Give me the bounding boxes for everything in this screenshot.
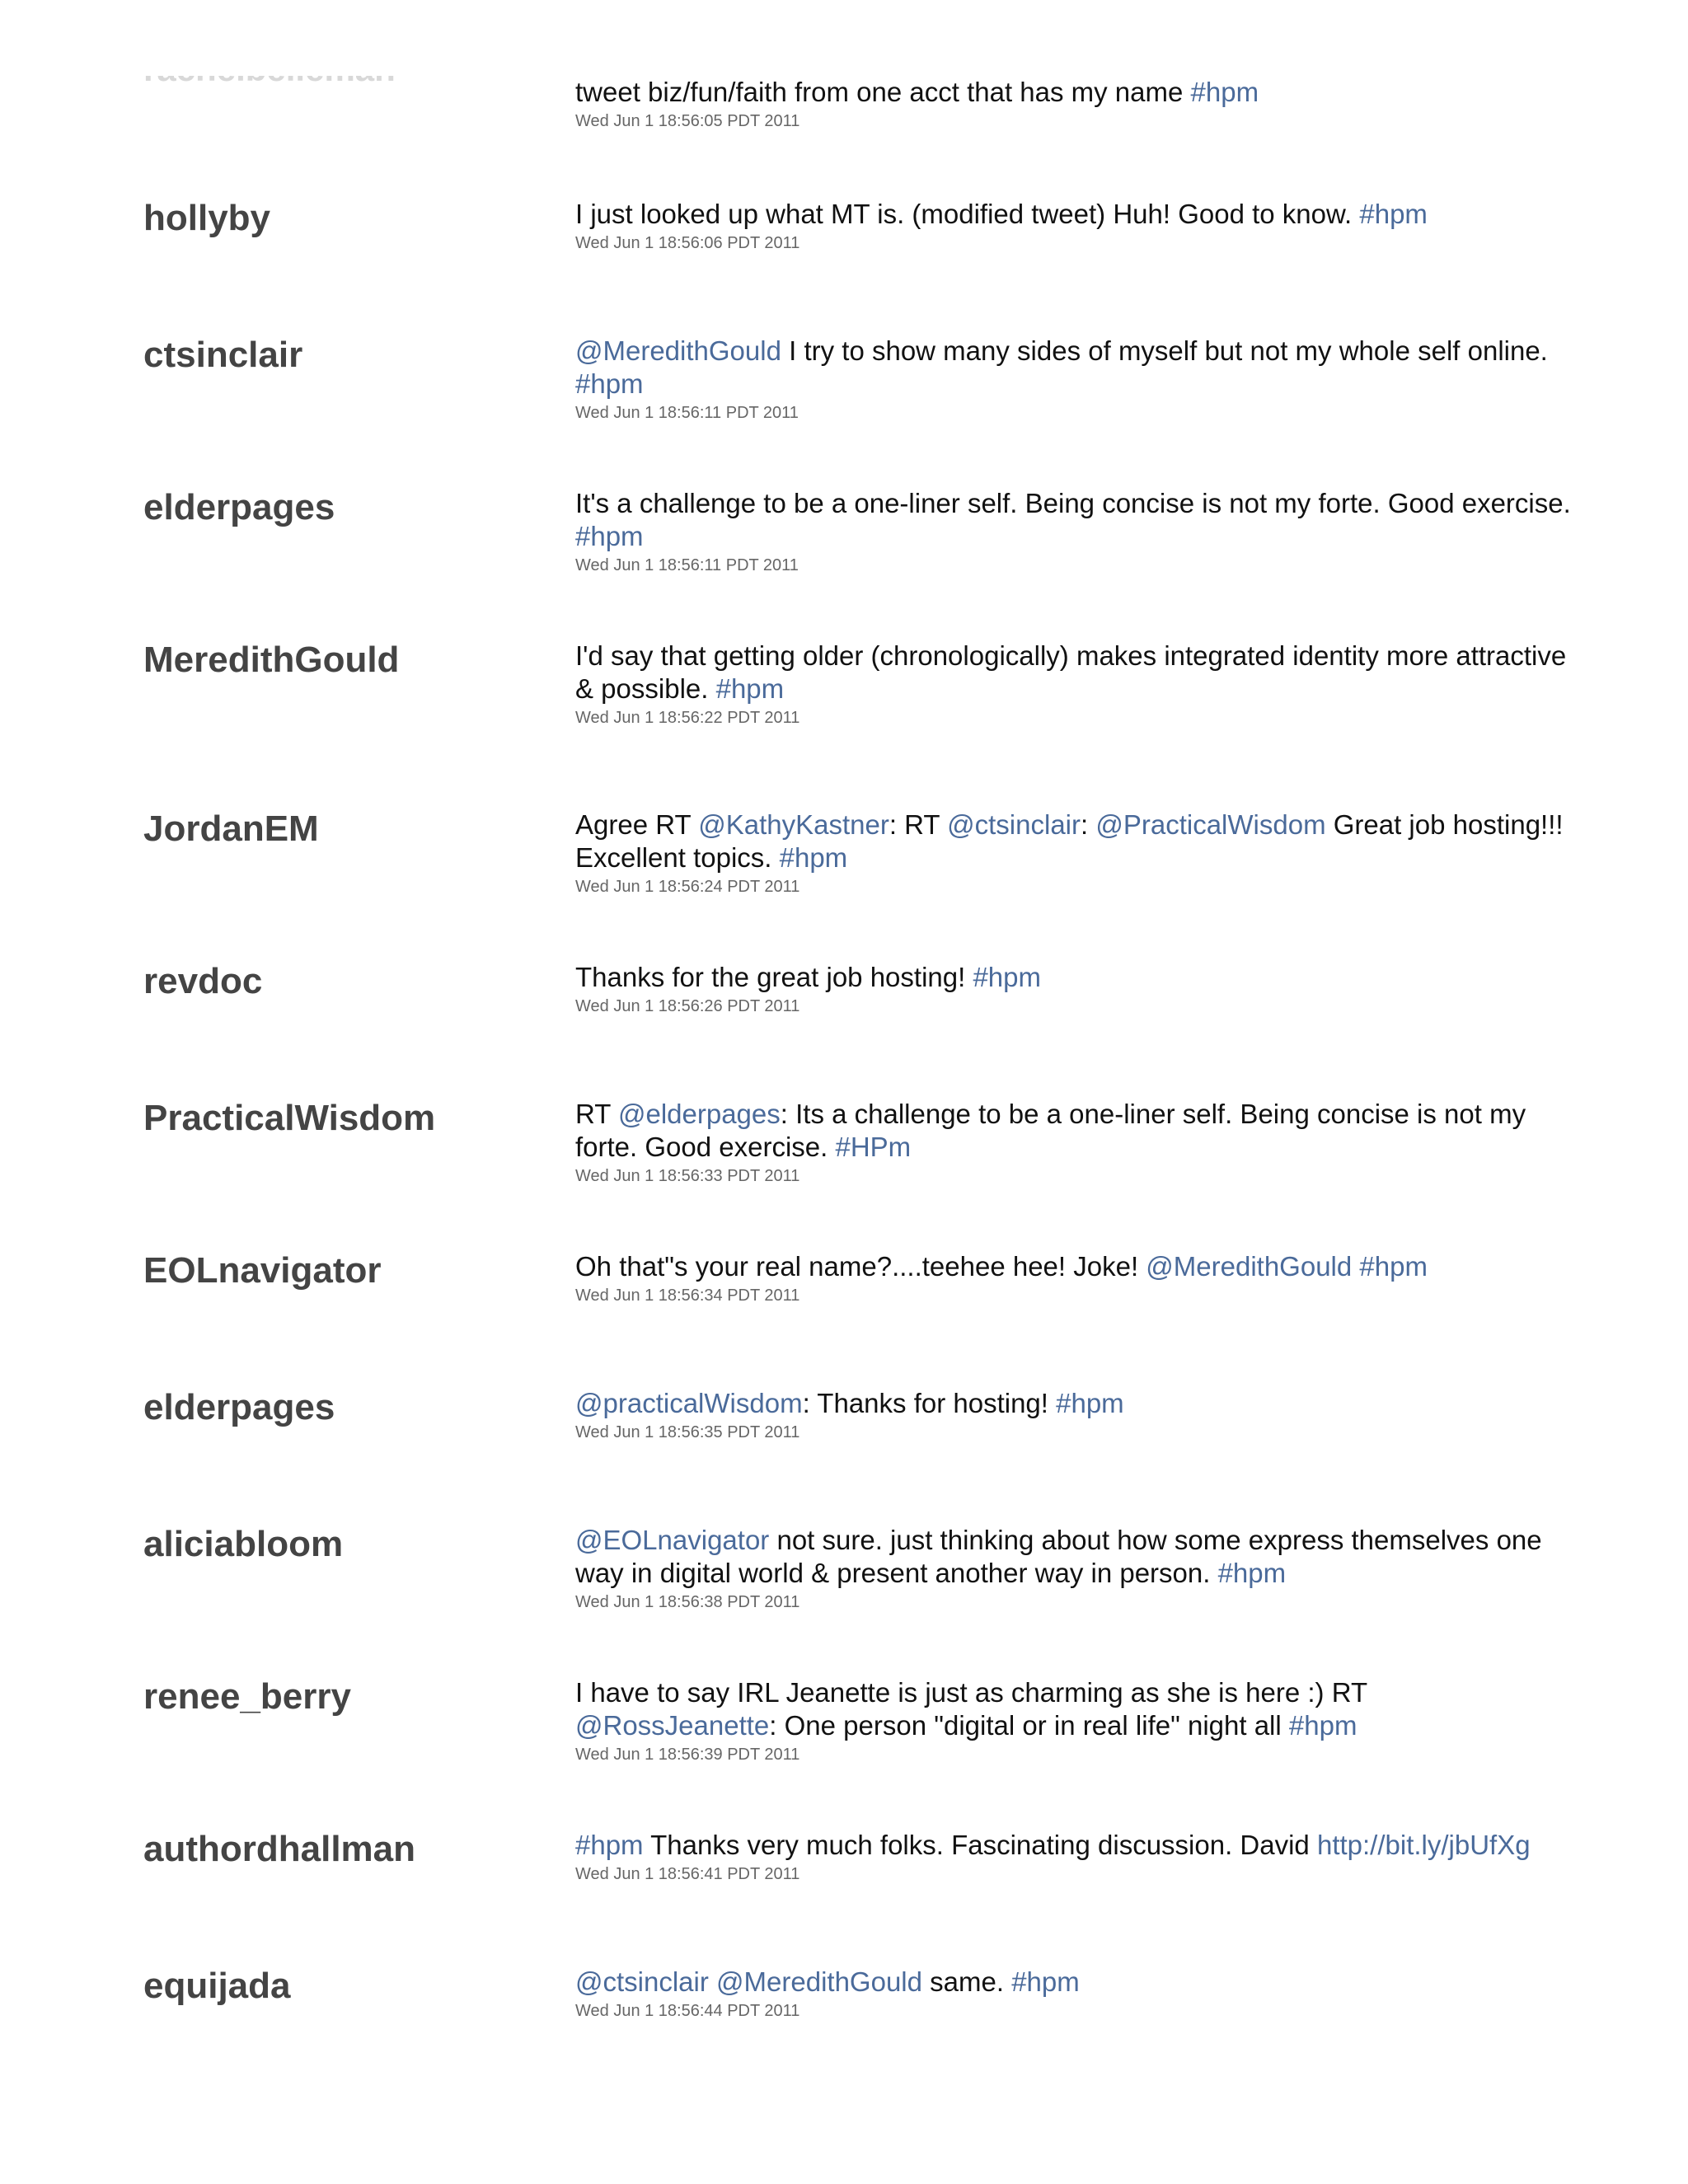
tweet-timestamp: Wed Jun 1 18:56:44 PDT 2011	[575, 2002, 800, 2020]
hashtag-link[interactable]: #hpm	[1359, 199, 1428, 229]
tweet-timestamp: Wed Jun 1 18:56:34 PDT 2011	[575, 1286, 800, 1305]
url-link[interactable]: http://bit.ly/jbUfXg	[1316, 1830, 1531, 1860]
tweet-text	[575, 76, 1573, 109]
tweet-text-segment: I'd say that getting older (chronologically) makes integrated identity more attractive & possible.	[575, 640, 1567, 704]
hashtag-link[interactable]: #hpm	[1056, 1388, 1124, 1418]
tweet-text	[575, 640, 1573, 705]
tweet-text-segment: I try to show many sides of myself but not my whole self online.	[781, 335, 1548, 366]
tweet-text-segment: : Its a challenge to be a one-liner self. Being concise is not my forte. Good exercise.	[575, 1099, 1526, 1162]
tweet-body	[575, 640, 1573, 729]
tweet-text-segment: Thanks very much folks. Fascinating discussion. David	[643, 1830, 1317, 1860]
tweet-text-segment: : Thanks for hosting!	[802, 1388, 1057, 1418]
tweet-text	[575, 1676, 1573, 1742]
tweet-username[interactable]: EOLnavigator	[143, 1250, 382, 1291]
hashtag-link[interactable]: #hpm	[575, 1830, 644, 1860]
tweet-body	[575, 1387, 1573, 1443]
tweet-text-segment: : RT	[889, 809, 948, 840]
tweet-username[interactable]: elderpages	[143, 1387, 335, 1427]
mention-link[interactable]: @EOLnavigator	[575, 1525, 770, 1555]
tweet-text-segment	[709, 1966, 716, 1997]
tweet-body	[575, 76, 1573, 132]
mention-link[interactable]: @ctsinclair	[947, 809, 1081, 840]
tweet-timestamp: Wed Jun 1 18:56:26 PDT 2011	[575, 997, 800, 1015]
tweet-text	[575, 198, 1573, 231]
hashtag-link[interactable]: #hpm	[1011, 1966, 1080, 1997]
mention-link[interactable]: @KathyKastner	[698, 809, 889, 840]
cutoff-mask	[0, 0, 1688, 76]
tweet-body	[575, 808, 1573, 898]
tweet-text	[575, 961, 1573, 994]
tweet-timestamp: Wed Jun 1 18:56:39 PDT 2011	[575, 1746, 800, 1764]
hashtag-link[interactable]: #hpm	[575, 368, 644, 399]
tweet-body	[575, 1524, 1573, 1613]
mention-link[interactable]: @PracticalWisdom	[1095, 809, 1326, 840]
mention-link[interactable]: @MeredithGould	[716, 1966, 922, 1997]
tweet-username[interactable]: authordhallman	[143, 1829, 416, 1869]
tweet-text	[575, 1829, 1573, 1862]
hashtag-link[interactable]: #hpm	[1190, 77, 1259, 107]
tweet-text-segment: :	[1081, 809, 1096, 840]
tweet-username[interactable]: renee_berry	[143, 1676, 351, 1717]
tweet-username[interactable]: aliciabloom	[143, 1524, 344, 1564]
tweet-text	[575, 1387, 1573, 1420]
hashtag-link[interactable]: #HPm	[835, 1132, 912, 1162]
tweet-timestamp: Wed Jun 1 18:56:11 PDT 2011	[575, 556, 799, 574]
hashtag-link[interactable]: #hpm	[1288, 1710, 1357, 1741]
tweet-text-segment: I have to say IRL Jeanette is just as charming as she is here :) RT	[575, 1677, 1367, 1708]
tweet-text	[575, 487, 1573, 553]
tweet-timestamp: Wed Jun 1 18:56:38 PDT 2011	[575, 1593, 800, 1611]
mention-link[interactable]: @practicalWisdom	[575, 1388, 803, 1418]
mention-link[interactable]: @elderpages	[617, 1099, 781, 1129]
hashtag-link[interactable]: #hpm	[715, 673, 785, 704]
tweet-timestamp: Wed Jun 1 18:56:41 PDT 2011	[575, 1865, 800, 1883]
tweet-body	[575, 961, 1573, 1017]
tweet-text-segment: Great job hosting!!! Excellent topics.	[575, 809, 1564, 873]
top-cutoff	[0, 0, 1688, 82]
tweet-username[interactable]: elderpages	[143, 487, 335, 527]
tweet-username[interactable]: PracticalWisdom	[143, 1098, 436, 1138]
tweet-text-segment: Oh that"s your real name?....teehee hee! Joke!	[575, 1251, 1146, 1282]
tweet-username[interactable]: revdoc	[143, 961, 263, 1001]
hashtag-link[interactable]: #hpm	[779, 842, 848, 873]
tweet-text-segment: tweet biz/fun/faith from one acct that has my name	[575, 77, 1191, 107]
tweet-body	[575, 487, 1573, 576]
tweet-username[interactable]: hollyby	[143, 198, 271, 238]
tweet-timestamp: Wed Jun 1 18:56:06 PDT 2011	[575, 234, 800, 252]
mention-link[interactable]: @MeredithGould	[1146, 1251, 1353, 1282]
tweet-text-segment: RT	[575, 1099, 618, 1129]
tweet-body	[575, 1098, 1573, 1187]
tweet-username[interactable]: MeredithGould	[143, 640, 400, 680]
tweet-timestamp: Wed Jun 1 18:56:11 PDT 2011	[575, 404, 799, 422]
tweet-text-segment: same.	[921, 1966, 1012, 1997]
tweet-text-segment: Thanks for the great job hosting!	[575, 962, 973, 992]
mention-link[interactable]: @MeredithGould	[575, 335, 781, 366]
mention-link[interactable]: @RossJeanette	[575, 1710, 770, 1741]
tweet-timestamp: Wed Jun 1 18:56:35 PDT 2011	[575, 1423, 800, 1441]
tweet-timestamp: Wed Jun 1 18:56:33 PDT 2011	[575, 1167, 800, 1185]
hashtag-link[interactable]: #hpm	[973, 962, 1042, 992]
tweet-username[interactable]: equijada	[143, 1966, 291, 2006]
tweet-text	[575, 1524, 1573, 1590]
tweet-text	[575, 1250, 1573, 1283]
hashtag-link[interactable]: #hpm	[1359, 1251, 1428, 1282]
tweet-timestamp: Wed Jun 1 18:56:05 PDT 2011	[575, 112, 800, 130]
tweet-text-segment: I just looked up what MT is. (modified tweet) Huh! Good to know.	[575, 199, 1360, 229]
tweet-text-segment: not sure. just thinking about how some express themselves one way in digital world & present another way in person.	[575, 1525, 1542, 1588]
tweet-body	[575, 198, 1573, 254]
tweet-body	[575, 1676, 1573, 1765]
tweet-username[interactable]: JordanEM	[143, 808, 319, 849]
tweet-text	[575, 1098, 1573, 1164]
hashtag-link[interactable]: #hpm	[1217, 1558, 1287, 1588]
tweet-body	[575, 1966, 1573, 2022]
tweet-text	[575, 335, 1573, 401]
tweet-body	[575, 1250, 1573, 1306]
tweet-text-segment: It's a challenge to be a one-liner self. Being concise is not my forte. Good exercise.	[575, 488, 1571, 518]
tweet-text-segment: : One person "digital or in real life" night all	[769, 1710, 1289, 1741]
tweet-username[interactable]: ctsinclair	[143, 335, 303, 375]
tweet-text	[575, 808, 1573, 874]
tweet-timestamp: Wed Jun 1 18:56:24 PDT 2011	[575, 878, 800, 896]
mention-link[interactable]: @ctsinclair	[575, 1966, 709, 1997]
hashtag-link[interactable]: #hpm	[575, 521, 644, 551]
tweet-body	[575, 1829, 1573, 1885]
tweet-text-segment: Agree RT	[575, 809, 699, 840]
tweet-body	[575, 335, 1573, 424]
tweet-timestamp: Wed Jun 1 18:56:22 PDT 2011	[575, 709, 800, 727]
tweet-text	[575, 1966, 1573, 1999]
